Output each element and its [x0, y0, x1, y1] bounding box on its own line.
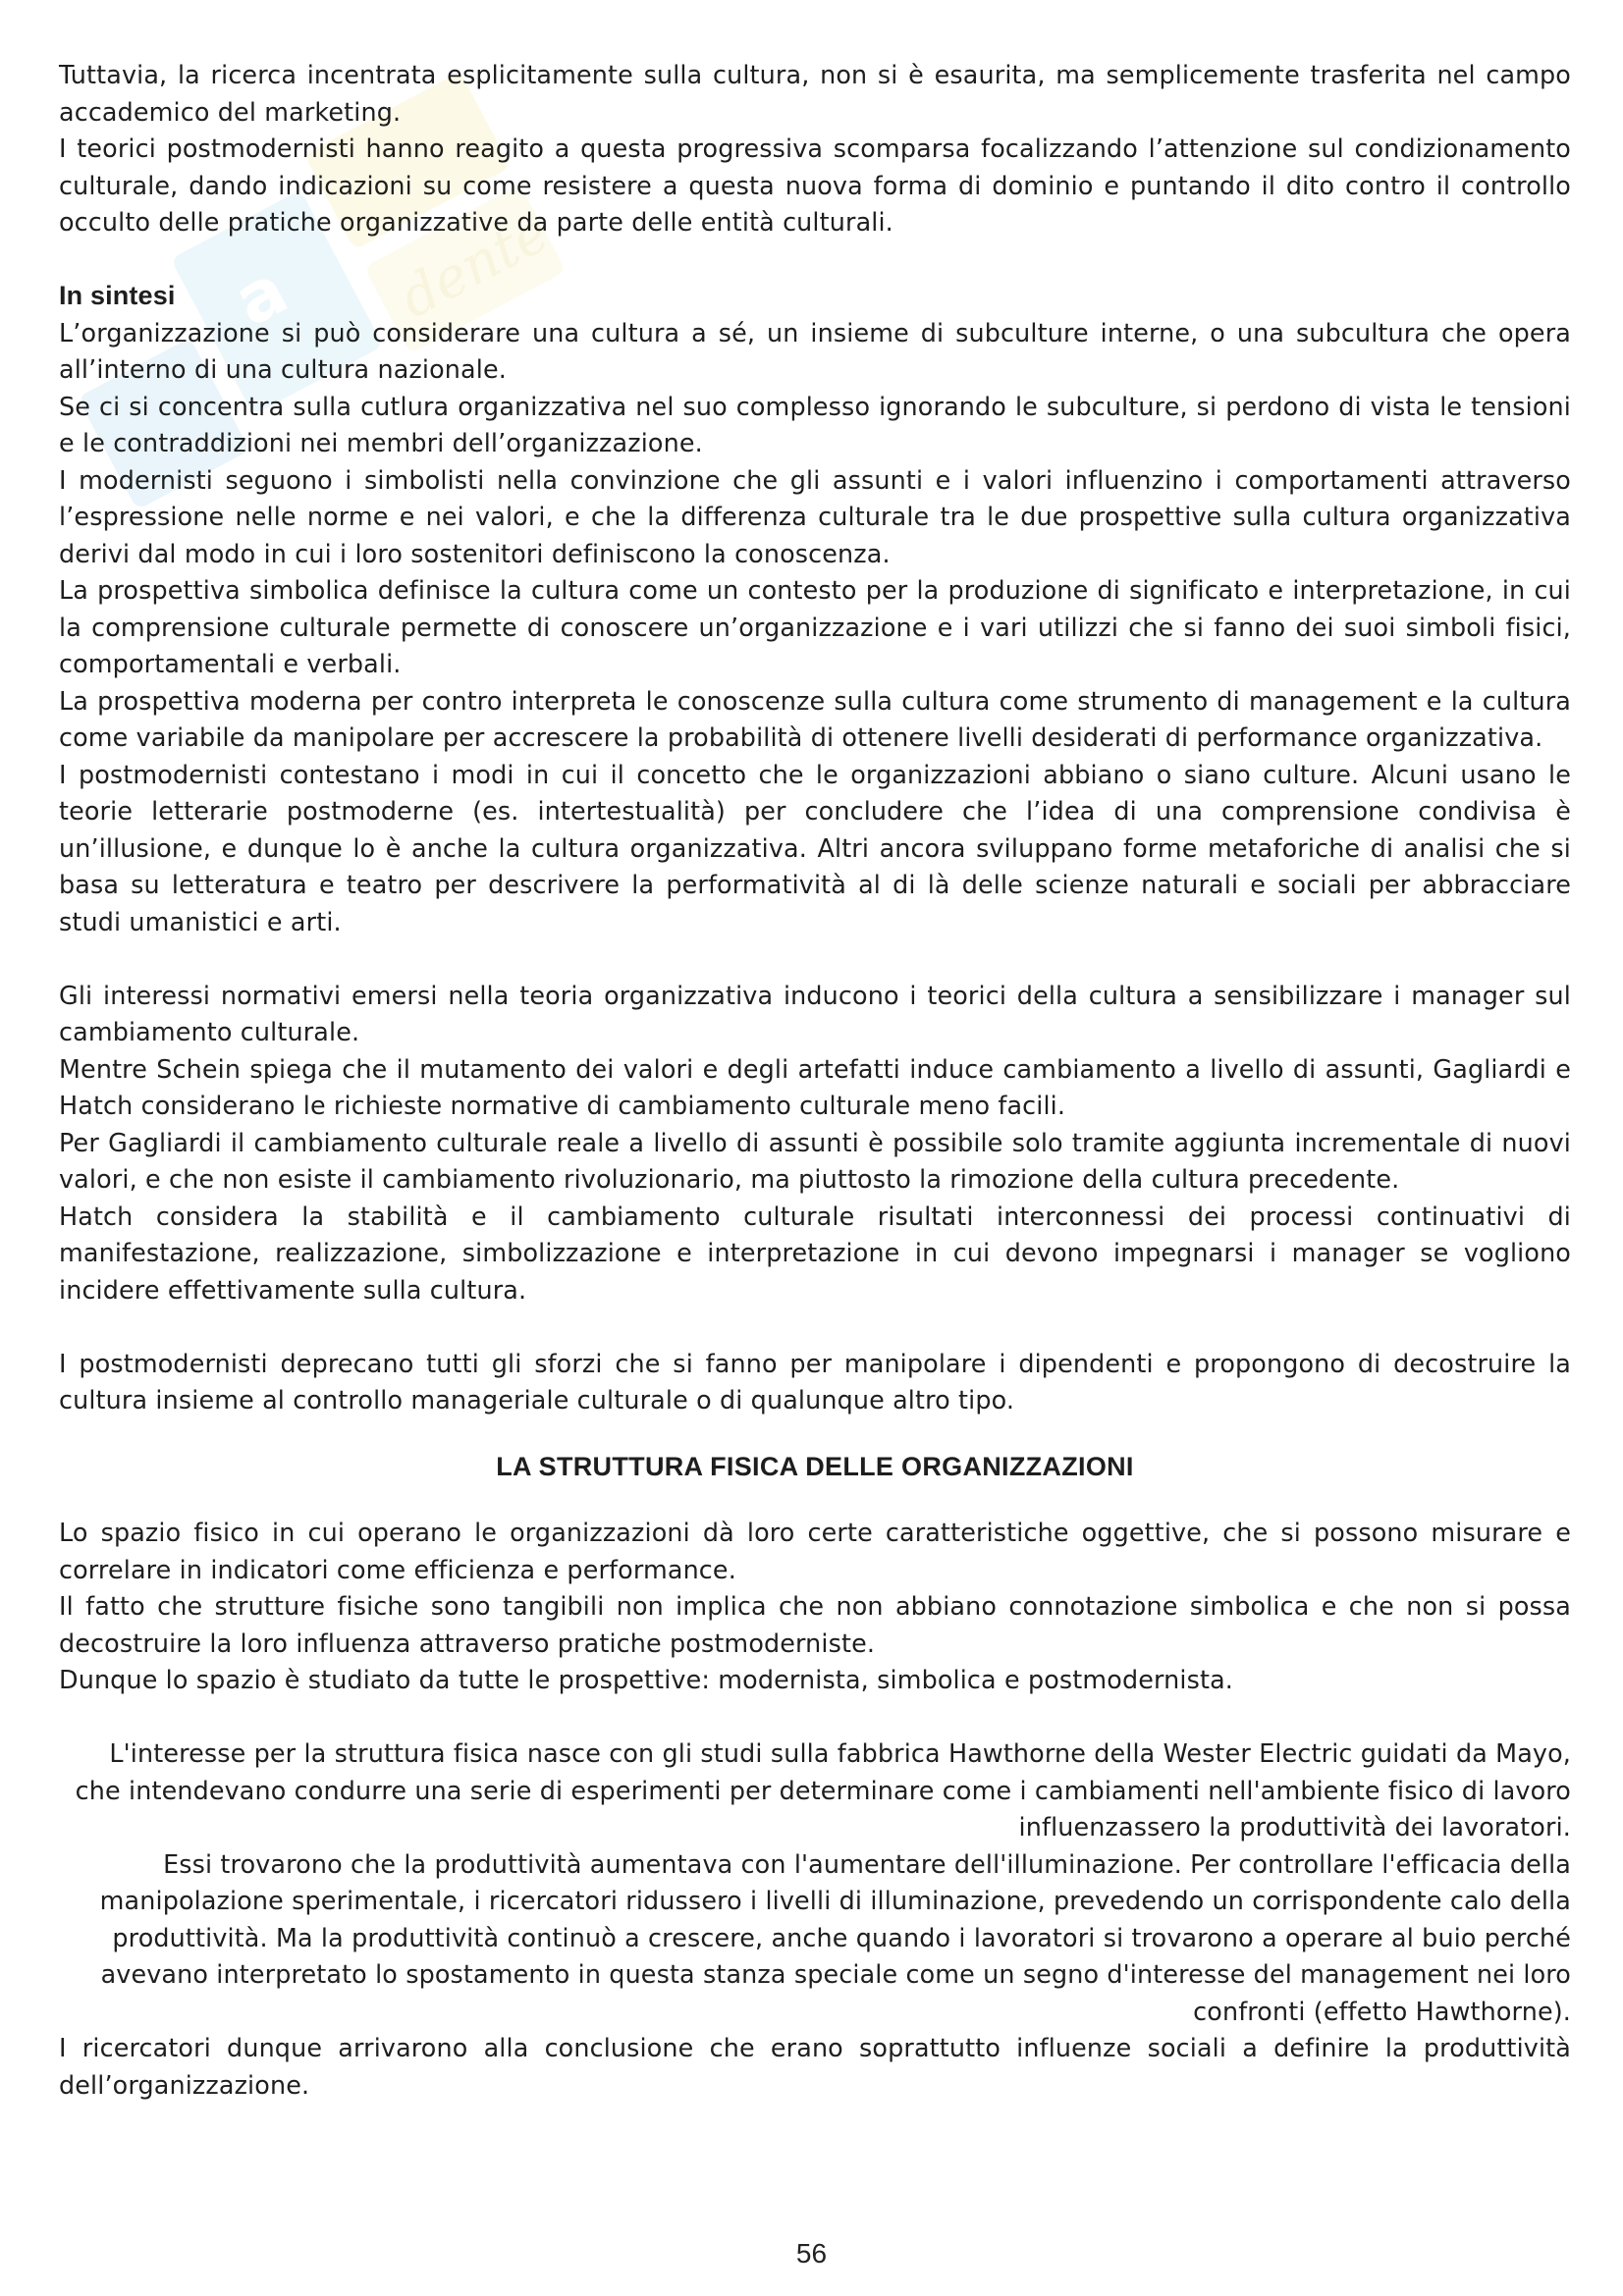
spacer [59, 1308, 1571, 1346]
paragraph-sintesi-6: I postmodernisti contestano i modi in cui il concetto che le organizzazioni abbiano o siano culture. Alcuni usano le teorie letterarie postmoderne (es. intertestualità) per concludere che l’idea di una comprensione condivisa è un’illusione, e dunque lo è anche la cultura organizzativa. Altri ancora sviluppano forme metaforiche di analisi che si basa su letteratura e teatro per descrivere la performatività al di là delle scienze naturali e sociali per abbracciare studi umanistici e arti. [59, 759, 1571, 936]
page-number: 56 [795, 2238, 828, 2269]
spacer [59, 940, 1571, 978]
paragraph-normative-3: Per Gagliardi il cambiamento culturale reale a livello di assunti è possibile solo tramite aggiunta incrementale di nuovi valori, e che non esiste il cambiamento rivoluzionario, ma piuttosto la rimozione della cultura precedente. [59, 1127, 1571, 1194]
spacer [59, 1485, 1571, 1515]
paragraph-normative-1: Gli interessi normativi emersi nella teoria organizzativa inducono i teorici della cultura a sensibilizzare i manager sul cambiamento culturale. [59, 980, 1571, 1046]
paragraph-intro-2: I teorici postmodernisti hanno reagito a questa progressiva scomparsa focalizzando l’attenzione sul condizionamento culturale, dando indicazioni su come resistere a questa nuova forma di dominio e puntando il dito contro il controllo occulto delle pratiche organizzative da parte delle entità culturali. [59, 133, 1571, 237]
svg-text:a: a [221, 248, 300, 343]
paragraph-sintesi-5: La prospettiva moderna per contro interpreta le conoscenze sulla cultura come strumento di management e la cultura come variabile da manipolare per accrescere la probabilità di ottenere livelli desiderati di performance organizzativa. [59, 685, 1571, 752]
paragraph-physical-3: Dunque lo spazio è studiato da tutte le prospettive: modernista, simbolica e postmodernista. [59, 1665, 1234, 1694]
svg-text:dente: dente [390, 200, 560, 332]
paragraph-sintesi-1: L’organizzazione si può considerare una cultura a sé, un insieme di subculture interne, o una subcultura che opera all’interno di una cultura nazionale. [59, 317, 1571, 384]
document-body [59, 57, 1571, 2104]
paragraph-hawthorne-2: Essi trovarono che la produttività aumentava con l'aumentare dell'illuminazione. Per controllare l'efficacia della manipolazione sperimentale, i ricercatori ridussero i livelli di illuminazione, prevedendo un corrispondente calo della produttività. Ma la produttività continuò a crescere, anche quando i lavoratori si trovarono a operare al buio perché avevano interpretato lo spostamento in questa stanza speciale come un segno d'interesse del management nei loro confronti (effetto Hawthorne). [99, 1848, 1571, 2026]
section-title: LA STRUTTURA FISICA DELLE ORGANIZZAZIONI [496, 1451, 1134, 1481]
spacer [59, 1419, 1571, 1449]
paragraph-sintesi-2: Se ci si concentra sulla cutlura organizzativa nel suo complesso ignorando le subculture, si perdono di vista le tensioni e le contraddizioni nei membri dell’organizzazione. [59, 391, 1571, 457]
spacer [59, 1699, 1571, 1736]
paragraph-sintesi-3: I modernisti seguono i simbolisti nella convinzione che gli assunti e i valori influenzino i comportamenti attraverso l’espressione nelle norme e nei valori, e che la differenza culturale tra le due prospettive sulla cultura organizzativa derivi dal modo in cui i loro sostenitori definiscono la conoscenza. [59, 464, 1571, 568]
paragraph-normative-2: Mentre Schein spiega che il mutamento dei valori e degli artefatti induce cambiamento a livello di assunti, Gagliardi e Hatch considerano le richieste normative di cambiamento culturale meno facili. [59, 1053, 1571, 1120]
paragraph-conclusion: I ricercatori dunque arrivarono alla conclusione che erano soprattutto influenze sociali a definire la produttività dell’organizzazione. [59, 2033, 1571, 2100]
paragraph-normative-4: Hatch considera la stabilità e il cambiamento culturale risultati interconnessi dei processi continuativi di manifestazione, realizzazione, simbolizzazione e interpretazione in cui devono impegnarsi i manager se vogliono incidere effettivamente sulla cultura. [59, 1201, 1571, 1305]
paragraph-sintesi-4: La prospettiva simbolica definisce la cultura come un contesto per la produzione di significato e interpretazione, in cui la comprensione culturale permette di conoscere un’organizzazione e i vari utilizzi che si fanno dei suoi simboli fisici, comportamentali e verbali. [59, 575, 1571, 678]
paragraph-postmodernists: I postmodernisti deprecano tutti gli sforzi che si fanno per manipolare i dipendenti e propongono di decostruire la cultura insieme al controllo manageriale culturale o di qualunque altro tipo. [59, 1348, 1571, 1415]
hawthorne-block [59, 1735, 1571, 2030]
paragraph-hawthorne-1: L'interesse per la struttura fisica nasce con gli studi sulla fabbrica Hawthorne della Wester Electric guidati da Mayo, che intendevano condurre una serie di esperimenti per determinare come i cambiamenti nell'ambiente fisico di lavoro influenzassero la produttività dei lavoratori. [75, 1738, 1571, 1842]
paragraph-physical-1: Lo spazio fisico in cui operano le organizzazioni dà loro certe caratteristiche oggettive, che si possono misurare e correlare in indicatori come efficienza e performance. [59, 1518, 1571, 1584]
heading-in-sintesi: In sintesi [59, 281, 176, 310]
paragraph-intro-1: Tuttavia, la ricerca incentrata esplicitamente sulla cultura, non si è esaurita, ma semplicemente trasferita nel campo accademico del marketing. [59, 60, 1571, 127]
paragraph-physical-2: Il fatto che strutture fisiche sono tangibili non implica che non abbiano connotazione simbolica e che non si possa decostruire la loro influenza attraverso pratiche postmoderniste. [59, 1591, 1571, 1658]
spacer [59, 241, 1571, 279]
